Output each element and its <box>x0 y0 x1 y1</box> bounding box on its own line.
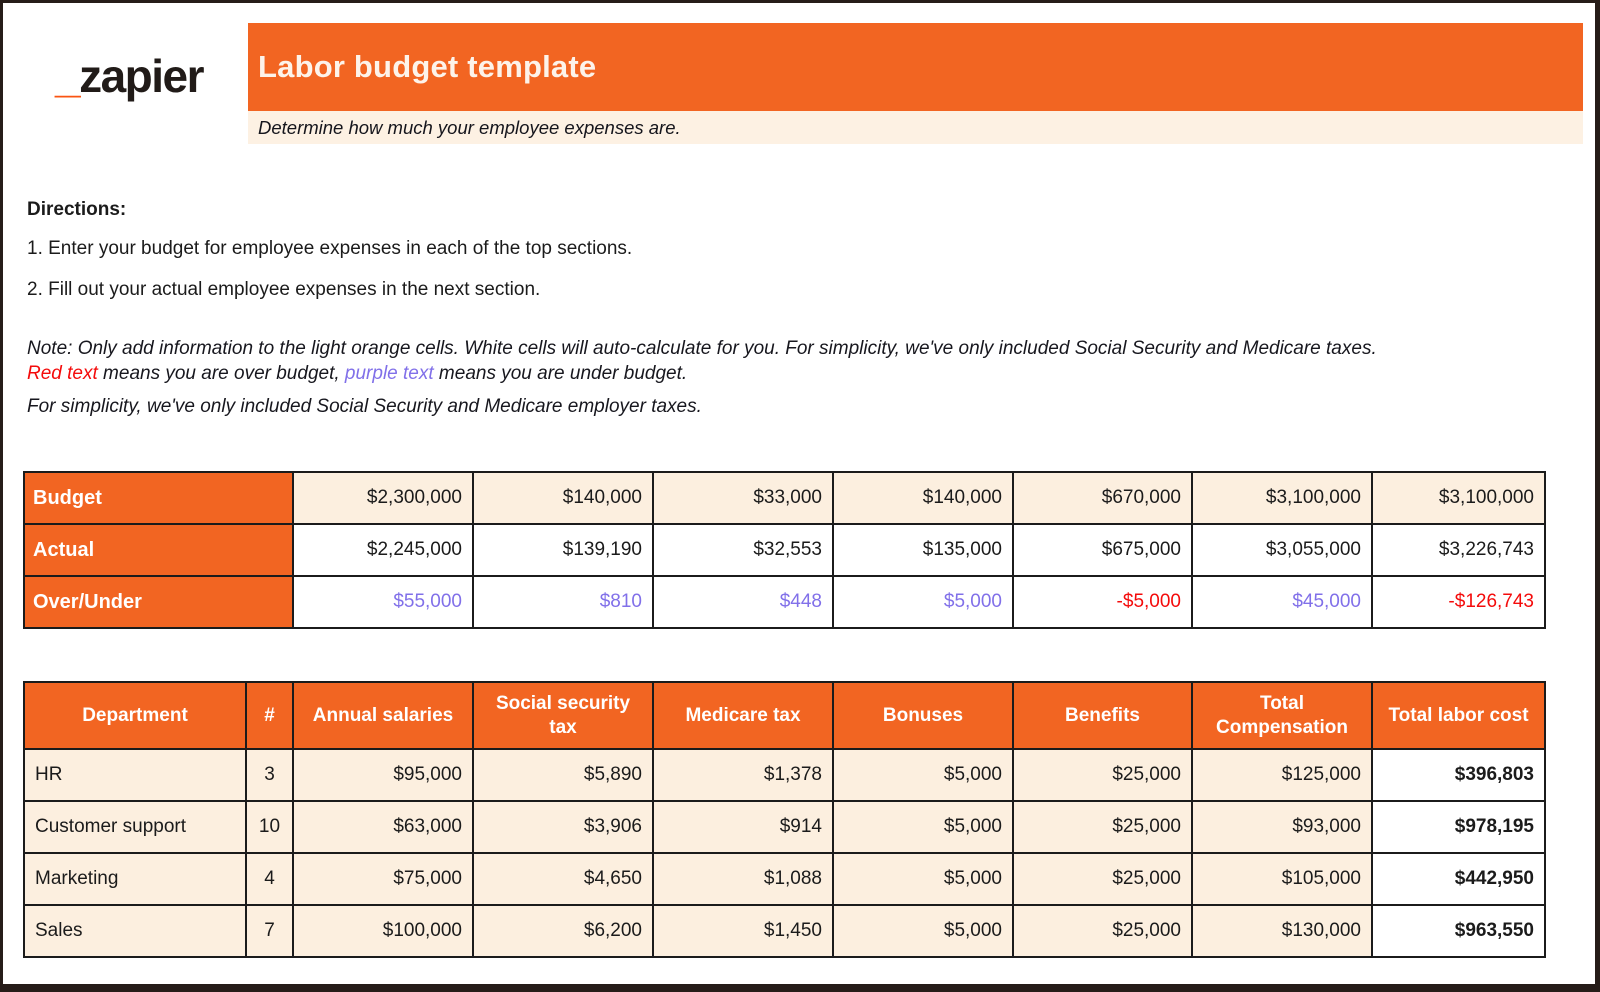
table-row-customer-support <box>24 801 1545 853</box>
department-table <box>23 681 1546 958</box>
directions-item-2: 2. Fill out your actual employee expenses in the next section. <box>27 279 541 300</box>
dept-cell: $25,000 <box>1013 853 1192 905</box>
department-header-row <box>24 682 1545 749</box>
table-row-sales <box>24 905 1545 957</box>
actual-cell: $32,553 <box>653 524 833 576</box>
over-under-cell: -$5,000 <box>1013 576 1192 628</box>
note-section <box>27 337 1377 420</box>
budget-row-label: Budget <box>24 472 293 524</box>
subtitle-strip <box>248 111 1583 144</box>
budget-cell: $3,100,000 <box>1372 472 1545 524</box>
dept-cell: $105,000 <box>1192 853 1372 905</box>
dept-cell: $5,890 <box>473 749 653 801</box>
over-under-row <box>24 576 1545 628</box>
actual-row <box>24 524 1545 576</box>
over-under-cell: $448 <box>653 576 833 628</box>
over-under-row-label: Over/Under <box>24 576 293 628</box>
note-purple-text: purple text <box>344 362 434 384</box>
header-social-security-tax: Social security tax <box>473 682 653 749</box>
note-line-2-mid: means you are over budget, <box>97 362 345 384</box>
actual-cell: $2,245,000 <box>293 524 473 576</box>
page-title: Labor budget template <box>258 49 597 84</box>
budget-cell: $140,000 <box>473 472 653 524</box>
header-annual-salaries: Annual salaries <box>293 682 473 749</box>
dept-cell: $25,000 <box>1013 749 1192 801</box>
zapier-logo <box>55 50 204 102</box>
dept-cell: 10 <box>246 801 293 853</box>
dept-cell: Marketing <box>24 853 246 905</box>
header-total-compensation: Total Compensation <box>1192 682 1372 749</box>
header-benefits: Benefits <box>1013 682 1192 749</box>
dept-cell: 7 <box>246 905 293 957</box>
actual-cell: $675,000 <box>1013 524 1192 576</box>
dept-cell: $95,000 <box>293 749 473 801</box>
dept-cell: $5,000 <box>833 853 1013 905</box>
title-banner <box>248 23 1583 111</box>
total-labor-cost-cell: $442,950 <box>1372 853 1545 905</box>
header-medicare-tax: Medicare tax <box>653 682 833 749</box>
budget-summary-table <box>23 471 1546 629</box>
dept-cell: $25,000 <box>1013 905 1192 957</box>
dept-cell: 3 <box>246 749 293 801</box>
dept-cell: $1,378 <box>653 749 833 801</box>
over-under-cell: -$126,743 <box>1372 576 1545 628</box>
dept-cell: $5,000 <box>833 905 1013 957</box>
dept-cell: $75,000 <box>293 853 473 905</box>
actual-row-label: Actual <box>24 524 293 576</box>
dept-cell: HR <box>24 749 246 801</box>
dept-cell: $93,000 <box>1192 801 1372 853</box>
note-line-3: For simplicity, we've only included Social Security and Medicare employer taxes. <box>27 396 702 418</box>
directions-item-1: 1. Enter your budget for employee expenses in each of the top sections. <box>27 238 633 259</box>
total-labor-cost-cell: $978,195 <box>1372 801 1545 853</box>
dept-cell: $63,000 <box>293 801 473 853</box>
header-bonuses: Bonuses <box>833 682 1013 749</box>
over-under-cell: $45,000 <box>1192 576 1372 628</box>
table-row-hr <box>24 749 1545 801</box>
dept-cell: $130,000 <box>1192 905 1372 957</box>
dept-cell: $6,200 <box>473 905 653 957</box>
budget-cell: $33,000 <box>653 472 833 524</box>
dept-cell: $25,000 <box>1013 801 1192 853</box>
note-line-2-suffix: means you are under budget. <box>433 362 688 384</box>
dept-cell: $1,088 <box>653 853 833 905</box>
total-labor-cost-cell: $396,803 <box>1372 749 1545 801</box>
actual-cell: $3,055,000 <box>1192 524 1372 576</box>
note-line-1: Note: Only add information to the light orange cells. White cells will auto-calculate for you. For simplicity, we've only included Social Security and Medicare taxes. <box>27 338 1377 359</box>
page-subtitle: Determine how much your employee expenses are. <box>258 116 681 138</box>
actual-cell: $135,000 <box>833 524 1013 576</box>
table-row-marketing <box>24 853 1545 905</box>
dept-cell: $5,000 <box>833 801 1013 853</box>
header-total-labor-cost: Total labor cost <box>1372 682 1545 749</box>
dept-cell: Customer support <box>24 801 246 853</box>
logo-dash-icon: _ <box>55 50 80 102</box>
over-under-cell: $810 <box>473 576 653 628</box>
dept-cell: Sales <box>24 905 246 957</box>
budget-row <box>24 472 1545 524</box>
budget-cell: $140,000 <box>833 472 1013 524</box>
note-red-text: Red text <box>27 362 98 384</box>
over-under-cell: $5,000 <box>833 576 1013 628</box>
dept-cell: $4,650 <box>473 853 653 905</box>
budget-cell: $3,100,000 <box>1192 472 1372 524</box>
budget-cell: $2,300,000 <box>293 472 473 524</box>
logo-text: zapier <box>79 50 204 102</box>
dept-cell: $3,906 <box>473 801 653 853</box>
dept-cell: $125,000 <box>1192 749 1372 801</box>
dept-cell: $100,000 <box>293 905 473 957</box>
total-labor-cost-cell: $963,550 <box>1372 905 1545 957</box>
dept-cell: 4 <box>246 853 293 905</box>
header-count: # <box>246 682 293 749</box>
actual-cell: $3,226,743 <box>1372 524 1545 576</box>
directions-heading: Directions: <box>27 199 127 220</box>
header-department: Department <box>24 682 246 749</box>
actual-cell: $139,190 <box>473 524 653 576</box>
budget-cell: $670,000 <box>1013 472 1192 524</box>
dept-cell: $1,450 <box>653 905 833 957</box>
note-line-2 <box>27 362 1377 387</box>
dept-cell: $914 <box>653 801 833 853</box>
over-under-cell: $55,000 <box>293 576 473 628</box>
dept-cell: $5,000 <box>833 749 1013 801</box>
directions-section <box>27 199 632 320</box>
